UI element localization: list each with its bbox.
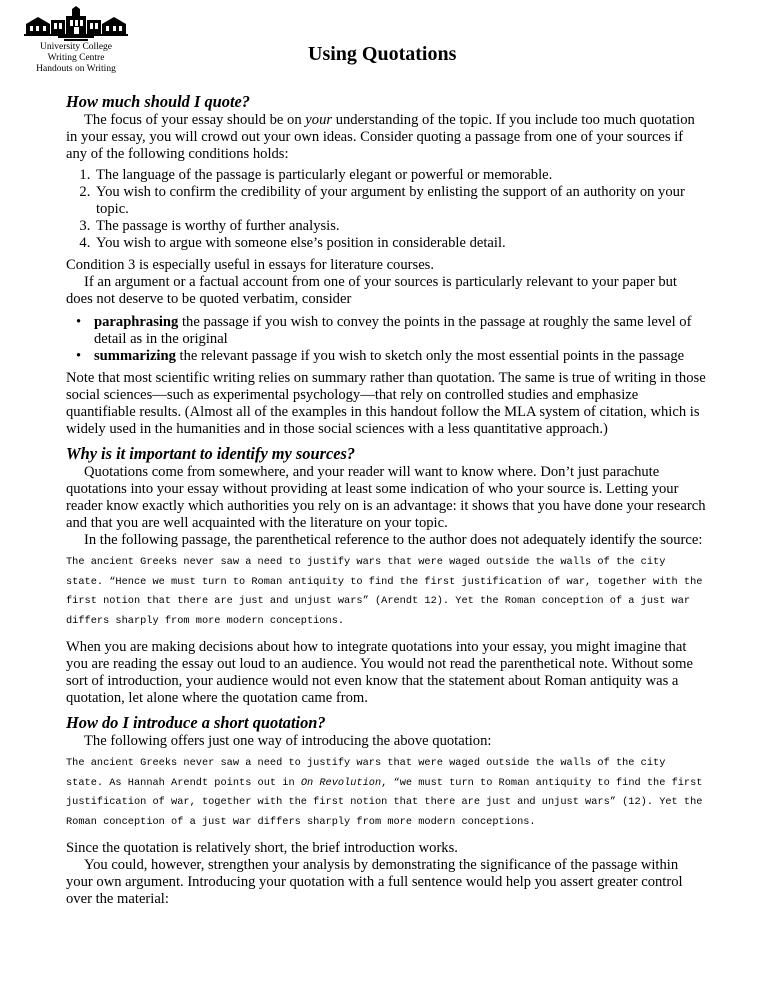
term: summarizing <box>94 348 176 364</box>
paragraph: Quotations come from somewhere, and your reader will want to know where. Don’t just parachute quotations into your essay without providing at least some indication of who your source is. Letting your reader know exactly which authorities you rely on is an advantage: it shows that you have done your research and that you are well acquainted with the literature on your topic. <box>66 464 706 531</box>
bullet-icon: • <box>76 348 82 364</box>
text-span: The focus of your essay should be on <box>84 112 306 128</box>
logo-line-1: University College <box>39 42 113 52</box>
paragraph: Note that most scientific writing relies on summary rather than quotation. The same is true of writing in those social sciences—such as experimental psychology—that rely on controlled studies and emphasize quantifiable results. (Almost all of the examples in this handout follow the MLA system of citation, which is widely used in the humanities and in those social sciences with a less quantitative approach.) <box>66 370 706 437</box>
example-passage: The ancient Greeks never saw a need to justify wars that were waged outside the walls of the city state. “Hence we must turn to Roman antiquity to find the first justification of war, together with the first notion that there are just and unjust wars” (Arendt 12). Yet the Roman conception of a just war differs sharply from more modern conceptions. <box>66 556 703 627</box>
paragraph: When you are making decisions about how to integrate quotations into your essay, you might imagine that you are reading the essay out loud to an audience. You would not read the parenthetical note. Without some sort of introduction, your audience would not even know that the statement about Roman antiquity was a quotation, let alone where the quotation came from. <box>66 639 693 706</box>
options-list <box>66 314 706 365</box>
book-title: On Revolution <box>300 776 382 789</box>
paragraph: You could, however, strengthen your analysis by demonstrating the significance of the passage within your own argument. Introducing your quotation with a full sentence would help you assert greater control over the material: <box>66 857 683 907</box>
paragraph: Since the quotation is relatively short, the brief introduction works. <box>66 840 458 856</box>
list-item: 2. You wish to confirm the credibility of your argument by enlisting the support of an authority on your topic. <box>94 184 706 218</box>
list-item: 4. You wish to argue with someone else’s position in considerable detail. <box>94 235 706 252</box>
heading-identify-sources: Why is it important to identify my sources? <box>66 444 356 463</box>
university-college-logo <box>22 6 130 84</box>
emphasis: your <box>305 112 333 128</box>
bullet-icon: • <box>76 314 82 330</box>
term: paraphrasing <box>94 314 179 330</box>
text-span: , “we must turn to Roman antiquity to find the first justification of war, together with the first notion that there are just and unjust wars” (12). Yet the Roman conception of a just war differs sharply from more modern conceptions. <box>66 776 703 828</box>
heading-introduce-short-quotation: How do I introduce a short quotation? <box>66 713 326 732</box>
document-title: Using Quotations <box>308 43 457 65</box>
list-item: 1. The language of the passage is particularly elegant or powerful or memorable. <box>94 167 706 184</box>
paragraph: If an argument or a factual account from one of your sources is particularly relevant to your paper but does not deserve to be quoted verbatim, consider <box>66 274 677 307</box>
logo-line-2: Writing Centre <box>47 53 105 63</box>
logo-line-3: Handouts on Writing <box>36 64 116 74</box>
paragraph: Condition 3 is especially useful in essays for literature courses. <box>66 257 435 273</box>
text-span: the passage if you wish to convey the points in the passage at roughly the same level of detail as in the original <box>94 314 692 347</box>
text-span: the relevant passage if you wish to sketch only the most essential points in the passage <box>175 348 685 364</box>
list-item: 3. The passage is worthy of further analysis. <box>94 218 706 235</box>
college-building-icon <box>24 6 128 42</box>
text-span: understanding of the topic. If you include too much quotation in your essay, you will crowd out your own ideas. Consider quoting a passage from one of your sources if any of the following conditions holds: <box>66 112 695 162</box>
example-passage <box>66 754 706 832</box>
paragraph: The following offers just one way of introducing the above quotation: <box>84 733 492 749</box>
heading-how-much-quote: How much should I quote? <box>66 92 250 111</box>
text-span: The ancient Greeks never saw a need to justify wars that were waged outside the walls of the city state. As Hannah Arendt points out in <box>66 757 666 789</box>
list-item <box>76 314 706 348</box>
paragraph <box>66 112 706 163</box>
handout-body <box>66 91 706 908</box>
paragraph: In the following passage, the parenthetical reference to the author does not adequately identify the source: <box>84 532 703 548</box>
conditions-list <box>66 167 706 252</box>
list-item <box>76 348 706 365</box>
